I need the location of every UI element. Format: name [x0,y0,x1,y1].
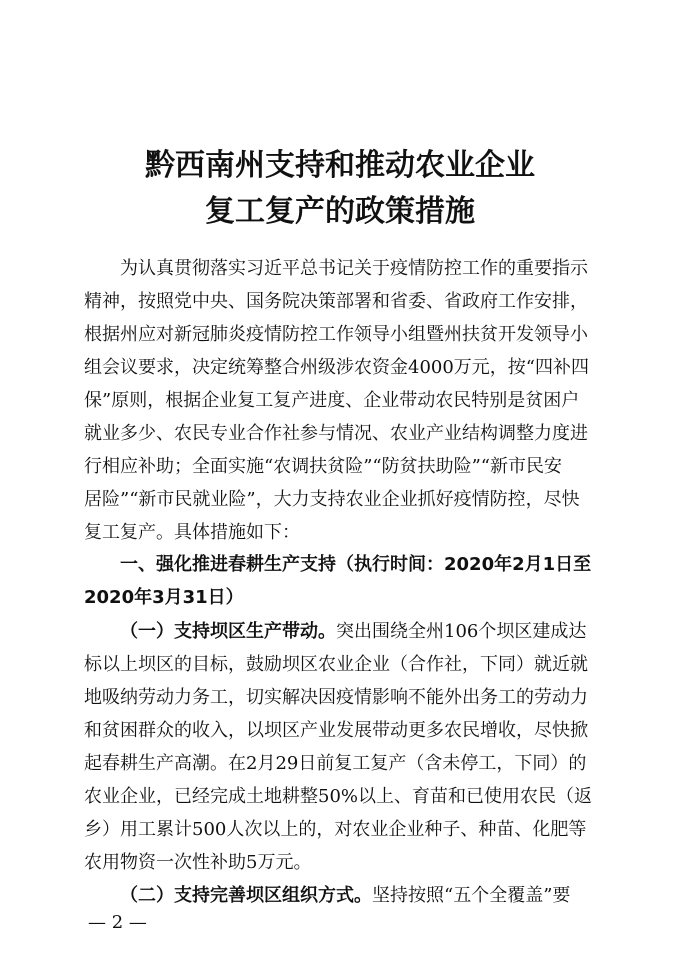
intro-line: 复工复产。具体措施如下： [84,522,300,543]
item-1-line: 标以上坝区的目标，鼓励坝区农业企业（合作社，下同）就近就 [84,654,588,675]
intro-line: 组会议要求，决定统筹整合州级涉农资金4000万元，按“四补四 [84,357,590,378]
item-1-text: 突出围绕全州106个坝区建成达 [336,621,587,642]
document-title-line-2: 复工复产的政策措施 [205,194,475,229]
section-heading-1-cont: 2020年3月31日） [84,587,244,608]
item-1-line: 农业企业，已经完成土地耕整50%以上、育苗和已使用农民（返 [84,786,593,807]
intro-line: 就业多少、农民专业合作社参与情况、农业产业结构调整力度进 [84,423,588,444]
item-2-heading: （二）支持完善坝区组织方式。 [120,885,372,906]
page-number: — 2 — [88,912,147,933]
intro-line: 为认真贯彻落实习近平总书记关于疫情防控工作的重要指示 [120,258,588,279]
section-heading-1: 一、强化推进春耕生产支持（执行时间：2020年2月1日至 [120,554,592,575]
item-1-heading: （一）支持坝区生产带动。 [120,621,336,642]
intro-line: 根据州应对新冠肺炎疫情防控工作领导小组暨州扶贫开发领导小 [84,324,588,345]
item-1-line: 乡）用工累计500人次以上的，对农业企业种子、种苗、化肥等 [84,819,587,840]
item-1-line: 农用物资一次性补助5万元。 [84,852,312,873]
document-title-line-1: 黔西南州支持和推动农业企业 [145,148,535,183]
intro-line: 精神，按照党中央、国务院决策部署和省委、省政府工作安排， [84,291,588,312]
item-1-line: 起春耕生产高潮。在2月29日前复工复产（含未停工，下同）的 [84,753,587,774]
item-2-first-line [120,884,604,908]
intro-line: 居险”“新市民就业险”，大力支持农业企业抓好疫情防控，尽快 [84,489,580,510]
item-1-line: 地吸纳劳动力务工，切实解决因疫情影响不能外出务工的劳动力 [84,687,588,708]
item-2-text: 坚持按照“五个全覆盖”要 [372,885,571,906]
item-1-line: 和贫困群众的收入，以坝区产业发展带动更多农民增收，尽快掀 [84,720,588,741]
intro-line: 行相应补助；全面实施“农调扶贫险”“防贫扶助险”“新市民安 [84,456,563,477]
intro-line: 保”原则，根据企业复工复产进度、企业带动农民特别是贫困户 [84,390,580,411]
item-1-first-line [120,620,604,644]
